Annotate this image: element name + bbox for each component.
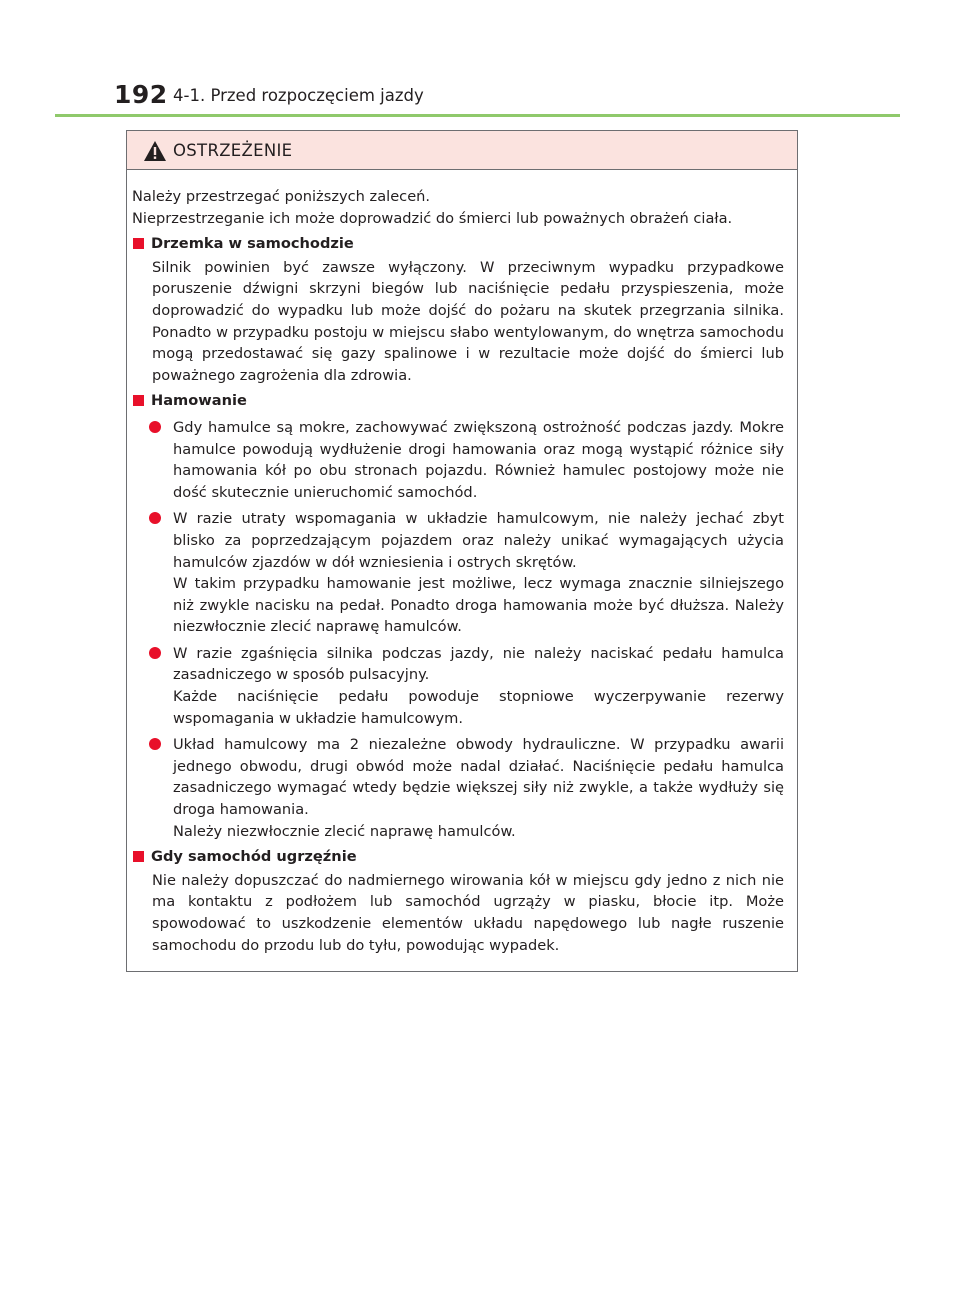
list-item [132, 508, 784, 638]
red-bullet-icon [149, 647, 161, 659]
page-header [114, 80, 904, 114]
red-square-icon [133, 238, 144, 249]
warning-title: OSTRZEŻENIE [173, 141, 293, 160]
bullet-text: Należy niezwłocznie zlecić naprawę hamulców. [173, 822, 516, 840]
bullet-text: Gdy hamulce są mokre, zachowywać zwiększoną ostrożność podczas jazdy. Mokre hamulce powodują wydłużenie drogi hamowania oraz mogą wystąpić różnice siły hamowania kół po obu stronach pojazdu. Również hamulec postojowy może nie dość skutecznie unieruchomić samochód. [173, 418, 784, 501]
warning-body [132, 186, 784, 956]
intro-line: Nieprzestrzeganie ich może doprowadzić do śmierci lub poważnych obrażeń ciała. [132, 209, 733, 227]
paragraph-text: Silnik powinien być zawsze wyłączony. W przeciwnym wypadku przypadkowe poruszenie dźwigni skrzyni biegów lub naciśnięcie pedału przyspieszenia, może doprowadzić do wypadku lub może dojść do pożaru na skutek przegrzania silnika. Ponadto w przypadku postoju w miejscu słabo wentylowanym, do wnętrza samochodu mogą przedostawać się gazy spalinowe i w rezultacie może dojść do śmierci lub poważnego zagrożenia dla zdrowia. [152, 258, 784, 384]
warning-triangle-icon [143, 140, 167, 162]
list-item [132, 734, 784, 842]
bullet-text: Układ hamulcowy ma 2 niezależne obwody hydrauliczne. W przypadku awarii jednego obwodu, drugi obwód może nadal działać. Naciśnięcie pedału hamulca zasadniczego wymagać wtedy będzie większej siły niż zwykle, a także wydłuży się droga hamowania. [173, 736, 784, 819]
list-item [132, 417, 784, 503]
list-item [132, 643, 784, 729]
red-square-icon [133, 395, 144, 406]
paragraph-text: Nie należy dopuszczać do nadmiernego wirowania kół w miejscu gdy jedno z nich nie ma kontaktu z podłożem lub samochód ugrząży w piasku, błocie itp. Może spowodować to uszkodzenie elementów układu napędowego lub nagłe ruszenie samochodu do przodu lub do tyłu, powodując wypadek. [152, 871, 784, 954]
section-heading-hamowanie [132, 390, 784, 412]
red-square-icon [133, 851, 144, 862]
warning-header [127, 131, 797, 170]
intro-line: Należy przestrzegać poniższych zaleceń. [132, 188, 431, 205]
section-paragraph [132, 870, 784, 956]
section-heading-text: Hamowanie [151, 392, 247, 410]
bullet-text: W razie zgaśnięcia silnika podczas jazdy, nie należy naciskać pedału hamulca zasadniczego w sposób pulsacyjny. [173, 644, 784, 684]
bullet-text: W razie utraty wspomagania w układzie hamulcowym, nie należy jechać zbyt blisko za poprzedzającym pojazdem oraz należy unikać wymagających użycia hamulców zjazdów w dół wzniesienia i ostrych skrętów. [173, 510, 784, 571]
bullet-text: Każde naciśnięcie pedału powoduje stopniowe wyczerpywanie rezerwy wspomagania w układzie hamulcowym. [173, 688, 784, 727]
section-title: 4-1. Przed rozpoczęciem jazdy [173, 86, 424, 105]
section-heading-ugrzeznie [132, 846, 784, 868]
page-number: 192 [114, 80, 168, 109]
warning-box [126, 130, 798, 972]
section-heading-drzemka [132, 233, 784, 255]
bullet-text: W takim przypadku hamowanie jest możliwe, lecz wymaga znacznie silniejszego niż zwykle nacisku na pedał. Ponadto droga hamowania może być dłuższa. Należy niezwłocznie zlecić naprawę hamulców. [173, 575, 784, 636]
red-bullet-icon [149, 421, 161, 433]
red-bullet-icon [149, 738, 161, 750]
section-heading-text: Gdy samochód ugrzęźnie [151, 848, 357, 866]
red-bullet-icon [149, 512, 161, 524]
section-paragraph [132, 257, 784, 387]
section-heading-text: Drzemka w samochodzie [151, 235, 354, 253]
header-divider [55, 114, 900, 117]
